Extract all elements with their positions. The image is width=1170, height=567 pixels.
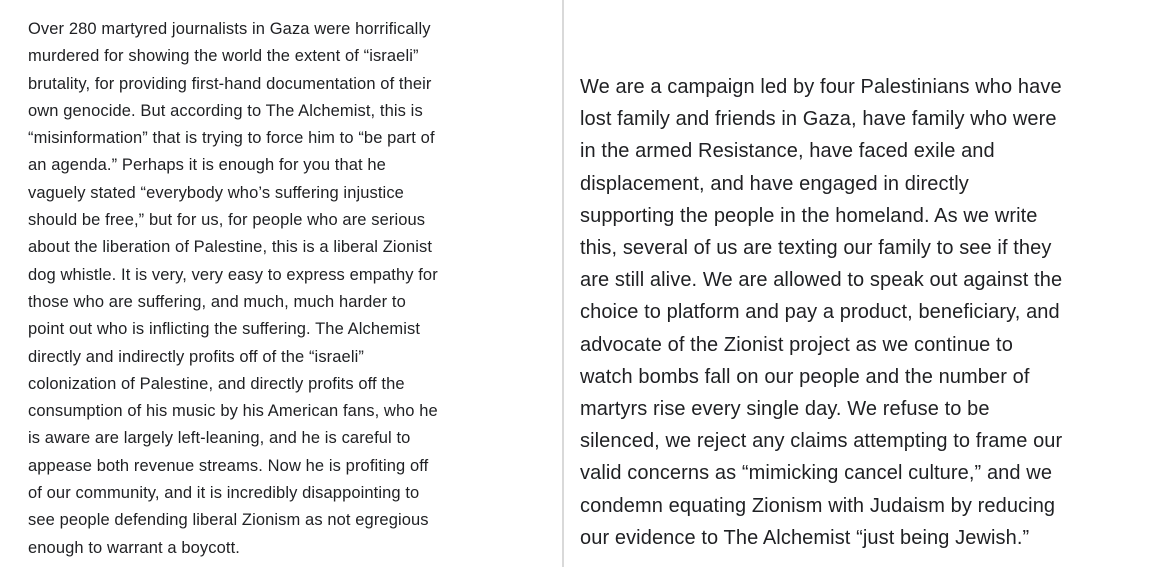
- text-line: directly and indirectly profits off of the “israeli”: [28, 347, 364, 366]
- text-line: vaguely stated “everybody who’s suffering injustice: [28, 183, 404, 202]
- text-line: martyrs rise every single day. We refuse to be: [580, 398, 990, 421]
- text-line: supporting the people in the homeland. As we write: [580, 204, 1038, 227]
- text-line: our evidence to The Alchemist “just being Jewish.”: [580, 526, 1030, 549]
- text-line: about the liberation of Palestine, this is a liberal Zionist: [28, 238, 433, 257]
- text-line: are still alive. We are allowed to speak out against the: [580, 269, 1063, 292]
- right-text-column: [580, 71, 1160, 554]
- text-line: displacement, and have engaged in directly: [580, 172, 969, 195]
- text-line: consumption of his music by his American fans, who he: [28, 402, 438, 421]
- text-line: own genocide. But according to The Alchemist, this is: [28, 101, 423, 120]
- text-line: lost family and friends in Gaza, have family who were: [580, 108, 1057, 131]
- text-line: choice to platform and pay a product, beneficiary, and: [580, 301, 1060, 324]
- text-line: valid concerns as “mimicking cancel culture,” and we: [580, 462, 1053, 485]
- text-line: Over 280 martyred journalists in Gaza were horrifically: [28, 20, 431, 38]
- text-line: We are a campaign led by four Palestinians who have: [580, 76, 1062, 98]
- text-line: murdered for showing the world the extent of “israeli”: [28, 47, 419, 66]
- text-line: should be free,” but for us, for people who are serious: [28, 211, 426, 230]
- text-line: see people defending liberal Zionism as not egregious: [28, 511, 429, 530]
- text-line: watch bombs fall on our people and the number of: [580, 365, 1030, 388]
- text-line: silenced, we reject any claims attempting to frame our: [580, 430, 1063, 453]
- text-line: dog whistle. It is very, very easy to express empathy for: [28, 265, 438, 284]
- text-line: colonization of Palestine, and directly profits off the: [28, 374, 405, 393]
- text-line: condemn equating Zionism with Judaism by reducing: [580, 494, 1056, 517]
- text-line: in the armed Resistance, have faced exile and: [580, 140, 995, 163]
- column-divider: [562, 0, 564, 567]
- text-line: point out who is inflicting the suffering. The Alchemist: [28, 320, 421, 339]
- text-line: brutality, for providing first-hand documentation of their: [28, 74, 432, 93]
- text-line: “misinformation” that is trying to force him to “be part of: [28, 129, 435, 148]
- text-line: this, several of us are texting our family to see if they: [580, 237, 1052, 260]
- text-line: those who are suffering, and much, much harder to: [28, 292, 406, 311]
- text-line: of our community, and it is incredibly disappointing to: [28, 484, 420, 503]
- text-line: enough to warrant a boycott.: [28, 538, 240, 557]
- text-line: an agenda.” Perhaps it is enough for you that he: [28, 156, 386, 175]
- text-line: advocate of the Zionist project as we continue to: [580, 333, 1013, 356]
- text-line: appease both revenue streams. Now he is profiting off: [28, 456, 429, 475]
- left-text-column: [28, 16, 548, 562]
- text-line: is aware are largely left-leaning, and he is careful to: [28, 429, 411, 448]
